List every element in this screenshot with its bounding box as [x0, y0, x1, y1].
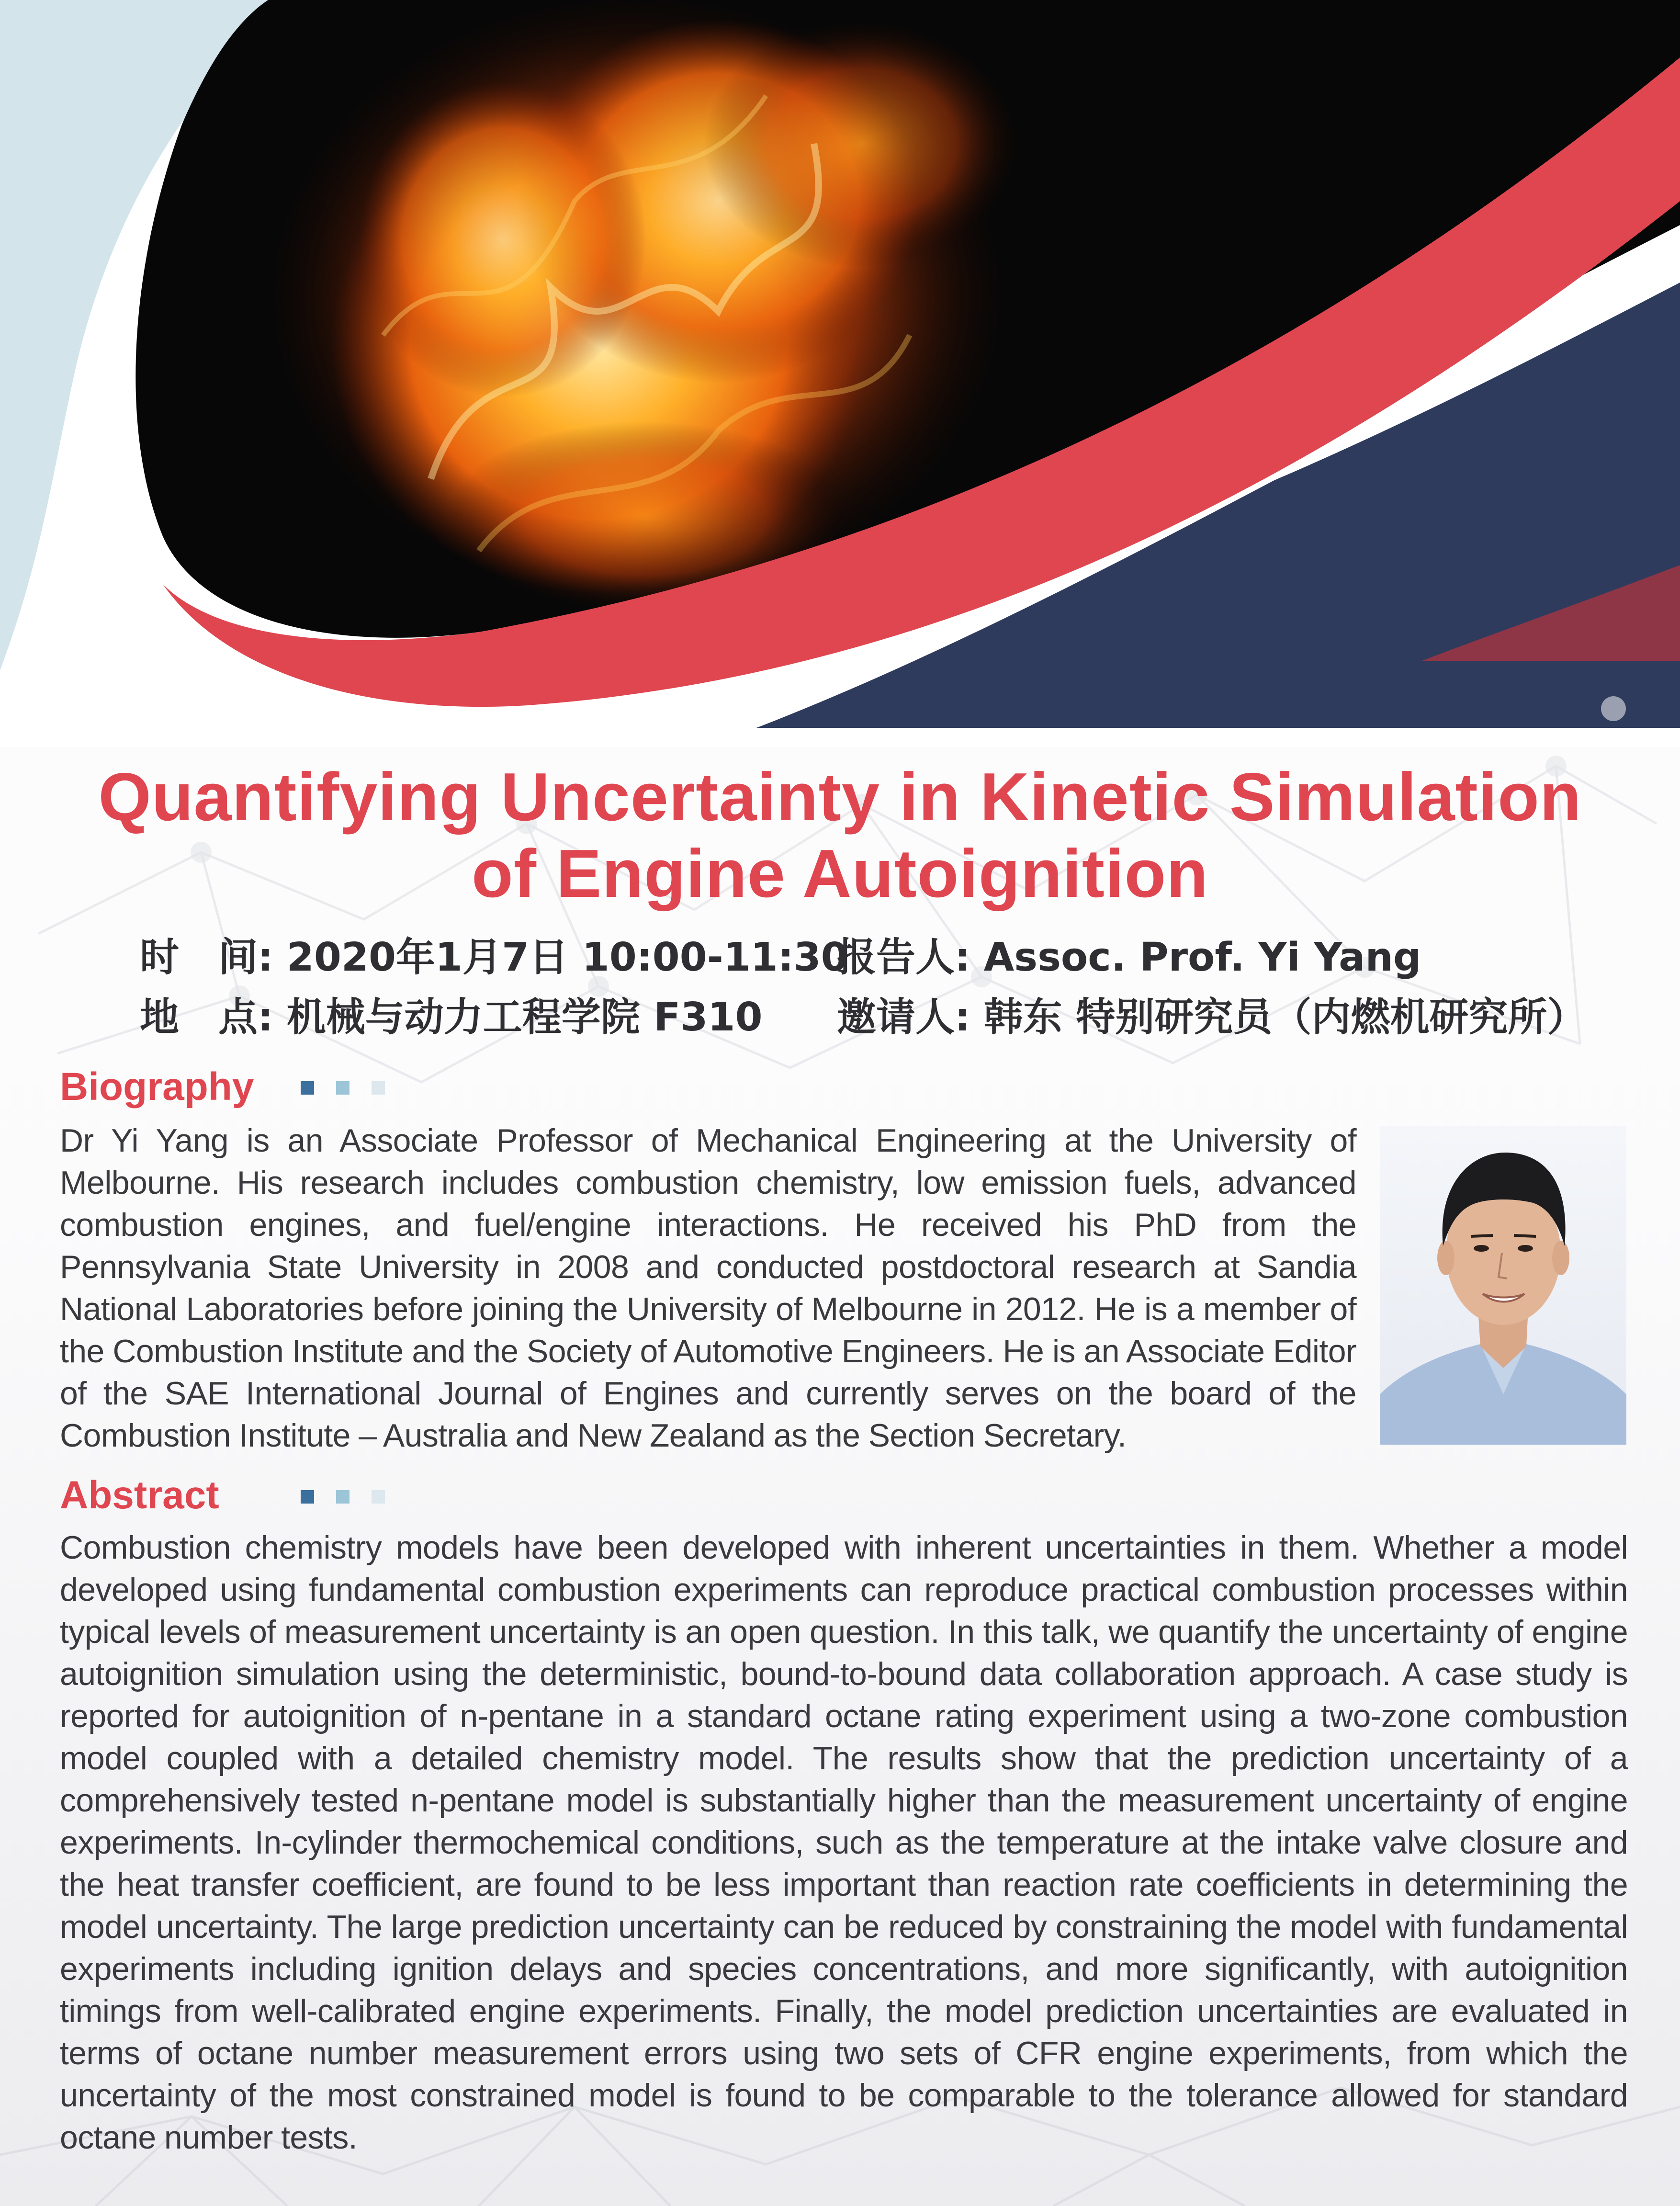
abstract-heading: Abstract [60, 1473, 219, 1517]
speaker-value: Assoc. Prof. Yi Yang [983, 935, 1421, 980]
place-info [140, 994, 763, 1041]
host-label: 邀请人: [837, 995, 970, 1040]
abstract-text: Combustion chemistry models have been developed with inherent uncertainties in them. Whether a model developed using fundamental combustion experiments can reproduce practical combustion processes within typical levels of measurement uncertainty is an open question. In this talk, we quantify the uncertainty of engine autoignition simulation using the deterministic, bound-to-bound data collaboration approach. A case study is reported for autoignition of n-pentane in a standard octane rating experiment using a two-zone combustion model coupled with a detailed chemistry model. The results show that the prediction uncertainty of a comprehensively tested n-pentane model is substantially higher than the measurement uncertainty of engine experiments. In-cylinder thermochemical conditions, such as the temperature at the intake valve closure and the heat transfer coefficient, are found to be less important than reaction rate coefficients in determining the model uncertainty. The large prediction uncertainty can be reduced by constraining the model with fundamental experiments including ignition delays and species concentrations, and more significantly, with autoignition timings from well-calibrated engine experiments. Finally, the model prediction uncertainties are evaluated in terms of octane number measurement errors using two sets of CFR engine experiments, from which the uncertainty of the most constrained model is found to be comparable to the tolerance allowed for standard octane number tests. [60, 1529, 1628, 2156]
place-label: 地 点: [140, 995, 273, 1040]
square-icon [372, 1081, 385, 1095]
host-info [837, 994, 1586, 1041]
time-info [140, 934, 848, 982]
speaker-label: 报告人: [837, 935, 970, 980]
square-icon [336, 1081, 350, 1095]
time-label: 时 间: [140, 935, 273, 980]
speaker-portrait [1380, 1126, 1626, 1445]
host-value: 韩东 特别研究员（内燃机研究所） [983, 995, 1587, 1040]
place-value: 机械与动力工程学院 F310 [286, 995, 763, 1040]
poster-title-line-1: Quantifying Uncertainty in Kinetic Simulation [98, 759, 1582, 835]
biography-heading: Biography [60, 1065, 254, 1109]
biography-text: Dr Yi Yang is an Associate Professor of Mechanical Engineering at the University of Melbourne. His research includes combustion chemistry, low emission fuels, advanced combustion engines, and fuel/engine interactions. He received his PhD from the Pennsylvania State University in 2008 and conducted postdoctoral research at Sandia National Laboratories before joining the University of Melbourne in 2012. He is a member of the Combustion Institute and the Society of Automotive Engineers. He is an Associate Editor of the SAE International Journal of Engines and currently serves on the board of the Combustion Institute – Australia and New Zealand as the Section Secretary. [60, 1122, 1356, 1454]
square-icon [301, 1081, 314, 1095]
square-icon [336, 1490, 350, 1504]
square-icon [372, 1490, 385, 1504]
time-value: 2020年1月7日 10:00-11:30 [286, 935, 848, 980]
speaker-info [837, 934, 1421, 982]
poster-title-line-2: of Engine Autoignition [472, 836, 1208, 912]
square-icon [301, 1490, 314, 1504]
